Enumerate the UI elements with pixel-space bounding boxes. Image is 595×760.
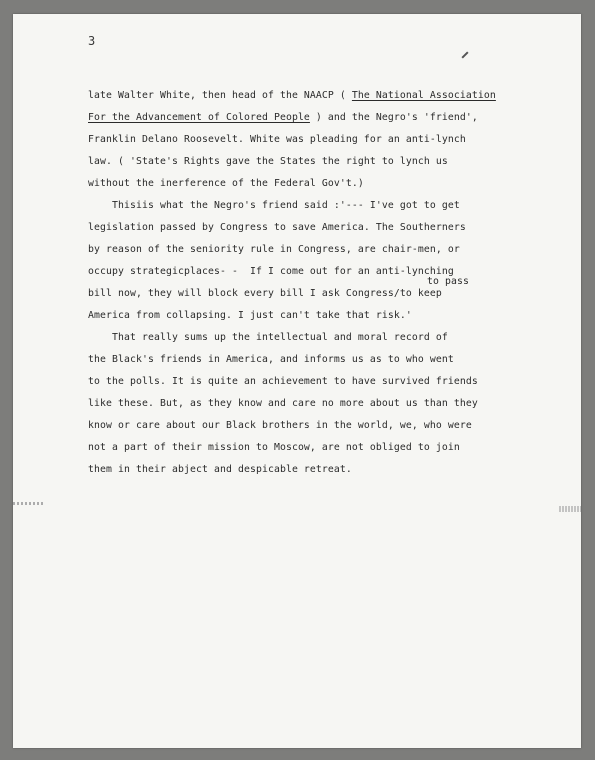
underlined-text: For the Advancement of Colored People <box>88 112 310 123</box>
text-line: America from collapsing. I just can't take that risk.' <box>88 310 412 321</box>
text-line: like these. But, as they know and care no more about us than they <box>88 398 478 409</box>
text-line: without the inerference of the Federal Gov't.) <box>88 178 364 189</box>
text-line: to the polls. It is quite an achievement to have survived friends <box>88 376 478 387</box>
text-line: Franklin Delano Roosevelt. White was pleading for an anti-lynch <box>88 134 466 145</box>
text-line: by reason of the seniority rule in Congress, are chair-men, or <box>88 244 460 255</box>
underlined-text: The National Association <box>351 90 496 101</box>
pen-mark <box>461 51 468 58</box>
text-line: the Black's friends in America, and informs us as to who went <box>88 354 454 365</box>
typed-text-body <box>88 85 558 481</box>
text-line: them in their abject and despicable retreat. <box>88 464 352 475</box>
text-line: not a part of their mission to Moscow, are not obliged to join <box>88 442 460 453</box>
interline-insert: to pass <box>427 276 469 287</box>
text-line: For the Advancement of Colored People ) and the Negro's 'friend', <box>88 112 478 123</box>
document-page <box>13 14 581 748</box>
edge-mark-right <box>559 506 581 512</box>
edge-mark-left <box>13 502 45 505</box>
text-line: occupy strategicplaces- - If I come out for an anti-lynching <box>88 266 454 277</box>
text-line: law. ( 'State's Rights gave the States the right to lynch us <box>88 156 448 167</box>
text-line: know or care about our Black brothers in the world, we, who were <box>88 420 472 431</box>
text-line: late Walter White, then head of the NAACP ( The National Association <box>88 90 496 101</box>
text-line: legislation passed by Congress to save America. The Southerners <box>88 222 466 233</box>
page-number: 3 <box>88 34 96 48</box>
text-line: That really sums up the intellectual and moral record of <box>88 332 448 343</box>
text-line: to pass bill now, they will block every bill I ask Congress/to keep <box>88 283 558 305</box>
text-line: Thisiis what the Negro's friend said :'--- I've got to get <box>88 200 460 211</box>
